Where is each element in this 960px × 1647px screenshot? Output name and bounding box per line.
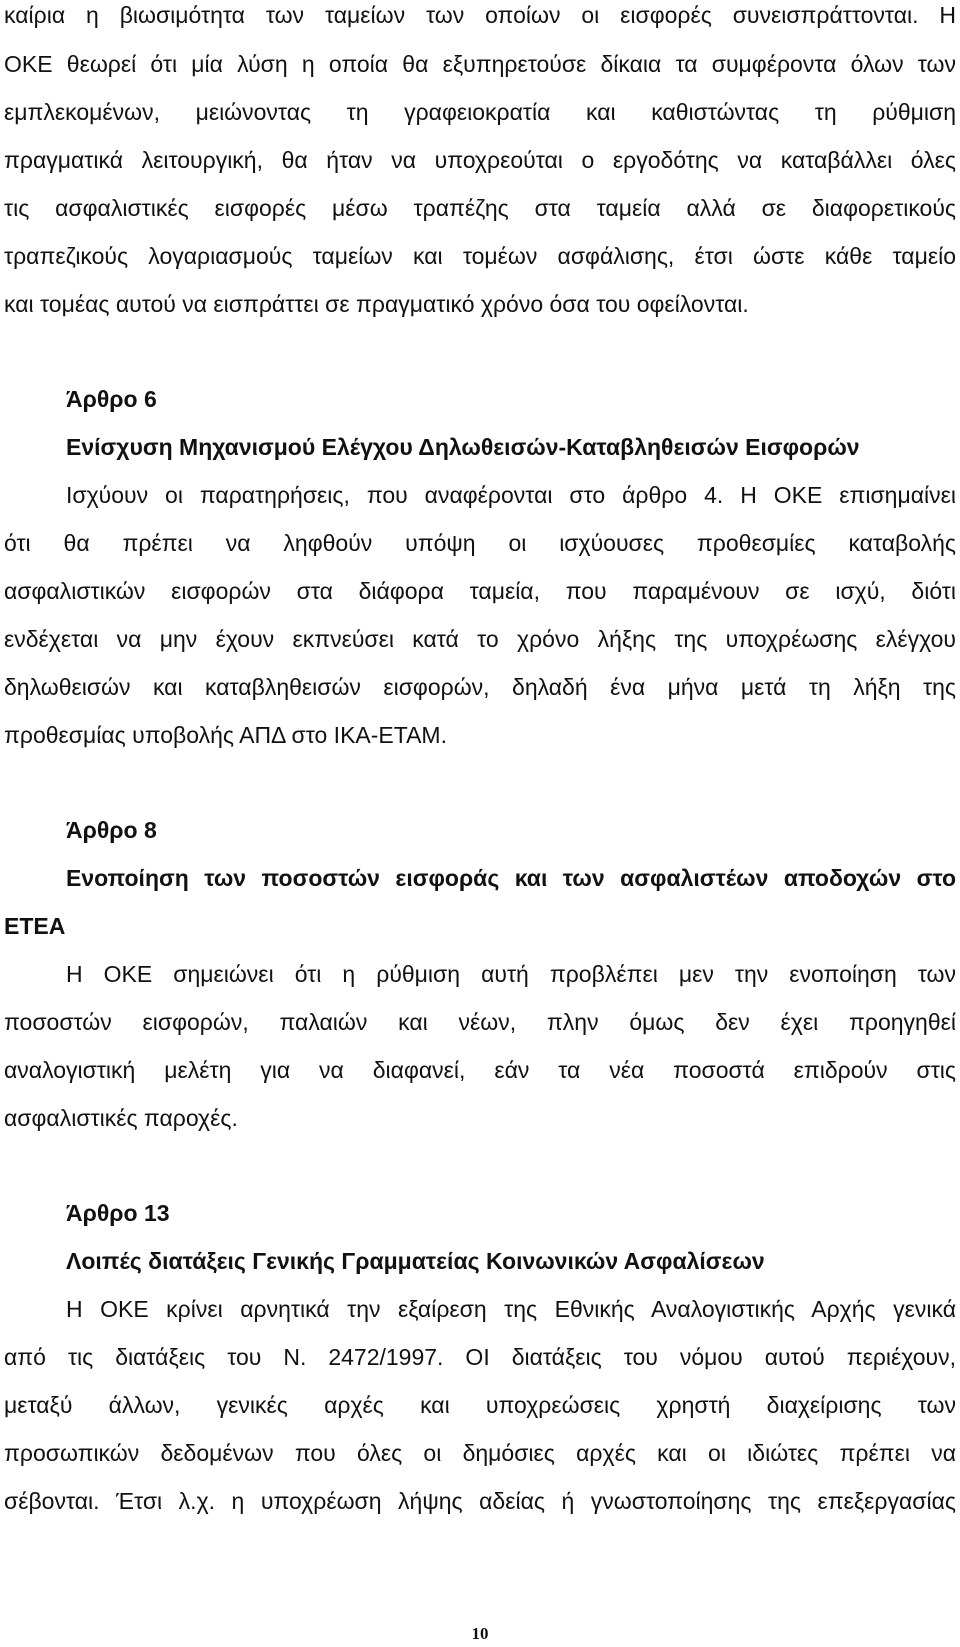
- paragraph-line: Η ΟΚΕ κρίνει αρνητικά την εξαίρεση της Εθνικής Αναλογιστικής Αρχής γενικά: [66, 1296, 956, 1322]
- paragraph-line: ασφαλιστικών εισφορών στα διάφορα ταμεία, που παραμένουν σε ισχύ, διότι: [4, 578, 956, 604]
- paragraph-line: καίρια η βιωσιμότητα των ταμείων των οποίων οι εισφορές συνεισπράττονται. Η: [4, 2, 956, 28]
- article-8-number: Άρθρο 8: [66, 817, 157, 843]
- paragraph-line: προσωπικών δεδομένων που όλες οι δημόσιες αρχές και οι ιδιώτες πρέπει να: [4, 1440, 956, 1466]
- paragraph-line: πραγματικά λειτουργική, θα ήταν να υποχρεούται ο εργοδότης να καταβάλλει όλες: [4, 147, 956, 173]
- paragraph-line: μεταξύ άλλων, γενικές αρχές και υποχρεώσεις χρηστή διαχείρισης των: [4, 1392, 956, 1418]
- paragraph-line: ότι θα πρέπει να ληφθούν υπόψη οι ισχύουσες προθεσμίες καταβολής: [4, 530, 956, 556]
- paragraph-line: από τις διατάξεις του Ν. 2472/1997. ΟΙ διατάξεις του νόμου αυτού περιέχουν,: [4, 1344, 956, 1370]
- page-number: 10: [471, 1624, 489, 1643]
- article-8-title-continuation: ΕΤΕΑ: [4, 913, 66, 939]
- paragraph-line: τραπεζικούς λογαριασμούς ταμείων και τομέων ασφάλισης, έτσι ώστε κάθε ταμείο: [4, 243, 956, 269]
- paragraph-line: τις ασφαλιστικές εισφορές μέσω τραπέζης στα ταμεία αλλά σε διαφορετικούς: [4, 195, 956, 221]
- paragraph-line: Η ΟΚΕ σημειώνει ότι η ρύθμιση αυτή προβλέπει μεν την ενοποίηση των: [66, 961, 956, 987]
- paragraph-line: προθεσμίας υποβολής ΑΠΔ στο ΙΚΑ-ΕΤΑΜ.: [4, 722, 447, 748]
- paragraph-line: εμπλεκομένων, μειώνοντας τη γραφειοκρατία και καθιστώντας τη ρύθμιση: [4, 99, 956, 125]
- article-6-number: Άρθρο 6: [66, 386, 157, 412]
- paragraph-line: ΟΚΕ θεωρεί ότι μία λύση η οποία θα εξυπηρετούσε δίκαια τα συμφέροντα όλων των: [4, 51, 956, 77]
- paragraph-line: και τομέας αυτού να εισπράττει σε πραγματικό χρόνο όσα του οφείλονται.: [4, 291, 749, 317]
- article-6-title: Ενίσχυση Μηχανισμού Ελέγχου Δηλωθεισών-Καταβληθεισών Εισφορών: [66, 434, 860, 460]
- article-13-title: Λοιπές διατάξεις Γενικής Γραμματείας Κοινωνικών Ασφαλίσεων: [66, 1248, 765, 1274]
- article-13-number: Άρθρο 13: [66, 1200, 170, 1226]
- article-8-title: Ενοποίηση των ποσοστών εισφοράς και των ασφαλιστέων αποδοχών στο: [66, 865, 956, 891]
- paragraph-line: ενδέχεται να μην έχουν εκπνεύσει κατά το χρόνο λήξης της υποχρέωσης ελέγχου: [4, 626, 956, 652]
- paragraph-line: δηλωθεισών και καταβληθεισών εισφορών, δηλαδή ένα μήνα μετά τη λήξη της: [4, 674, 956, 700]
- paragraph-line: ποσοστών εισφορών, παλαιών και νέων, πλην όμως δεν έχει προηγηθεί: [4, 1009, 956, 1035]
- paragraph-line: ασφαλιστικές παροχές.: [4, 1105, 238, 1131]
- paragraph-line: Ισχύουν οι παρατηρήσεις, που αναφέρονται στο άρθρο 4. Η ΟΚΕ επισημαίνει: [66, 482, 956, 508]
- paragraph-line: αναλογιστική μελέτη για να διαφανεί, εάν τα νέα ποσοστά επιδρούν στις: [4, 1057, 956, 1083]
- paragraph-line: σέβονται. Έτσι λ.χ. η υποχρέωση λήψης αδείας ή γνωστοποίησης της επεξεργασίας: [4, 1488, 956, 1514]
